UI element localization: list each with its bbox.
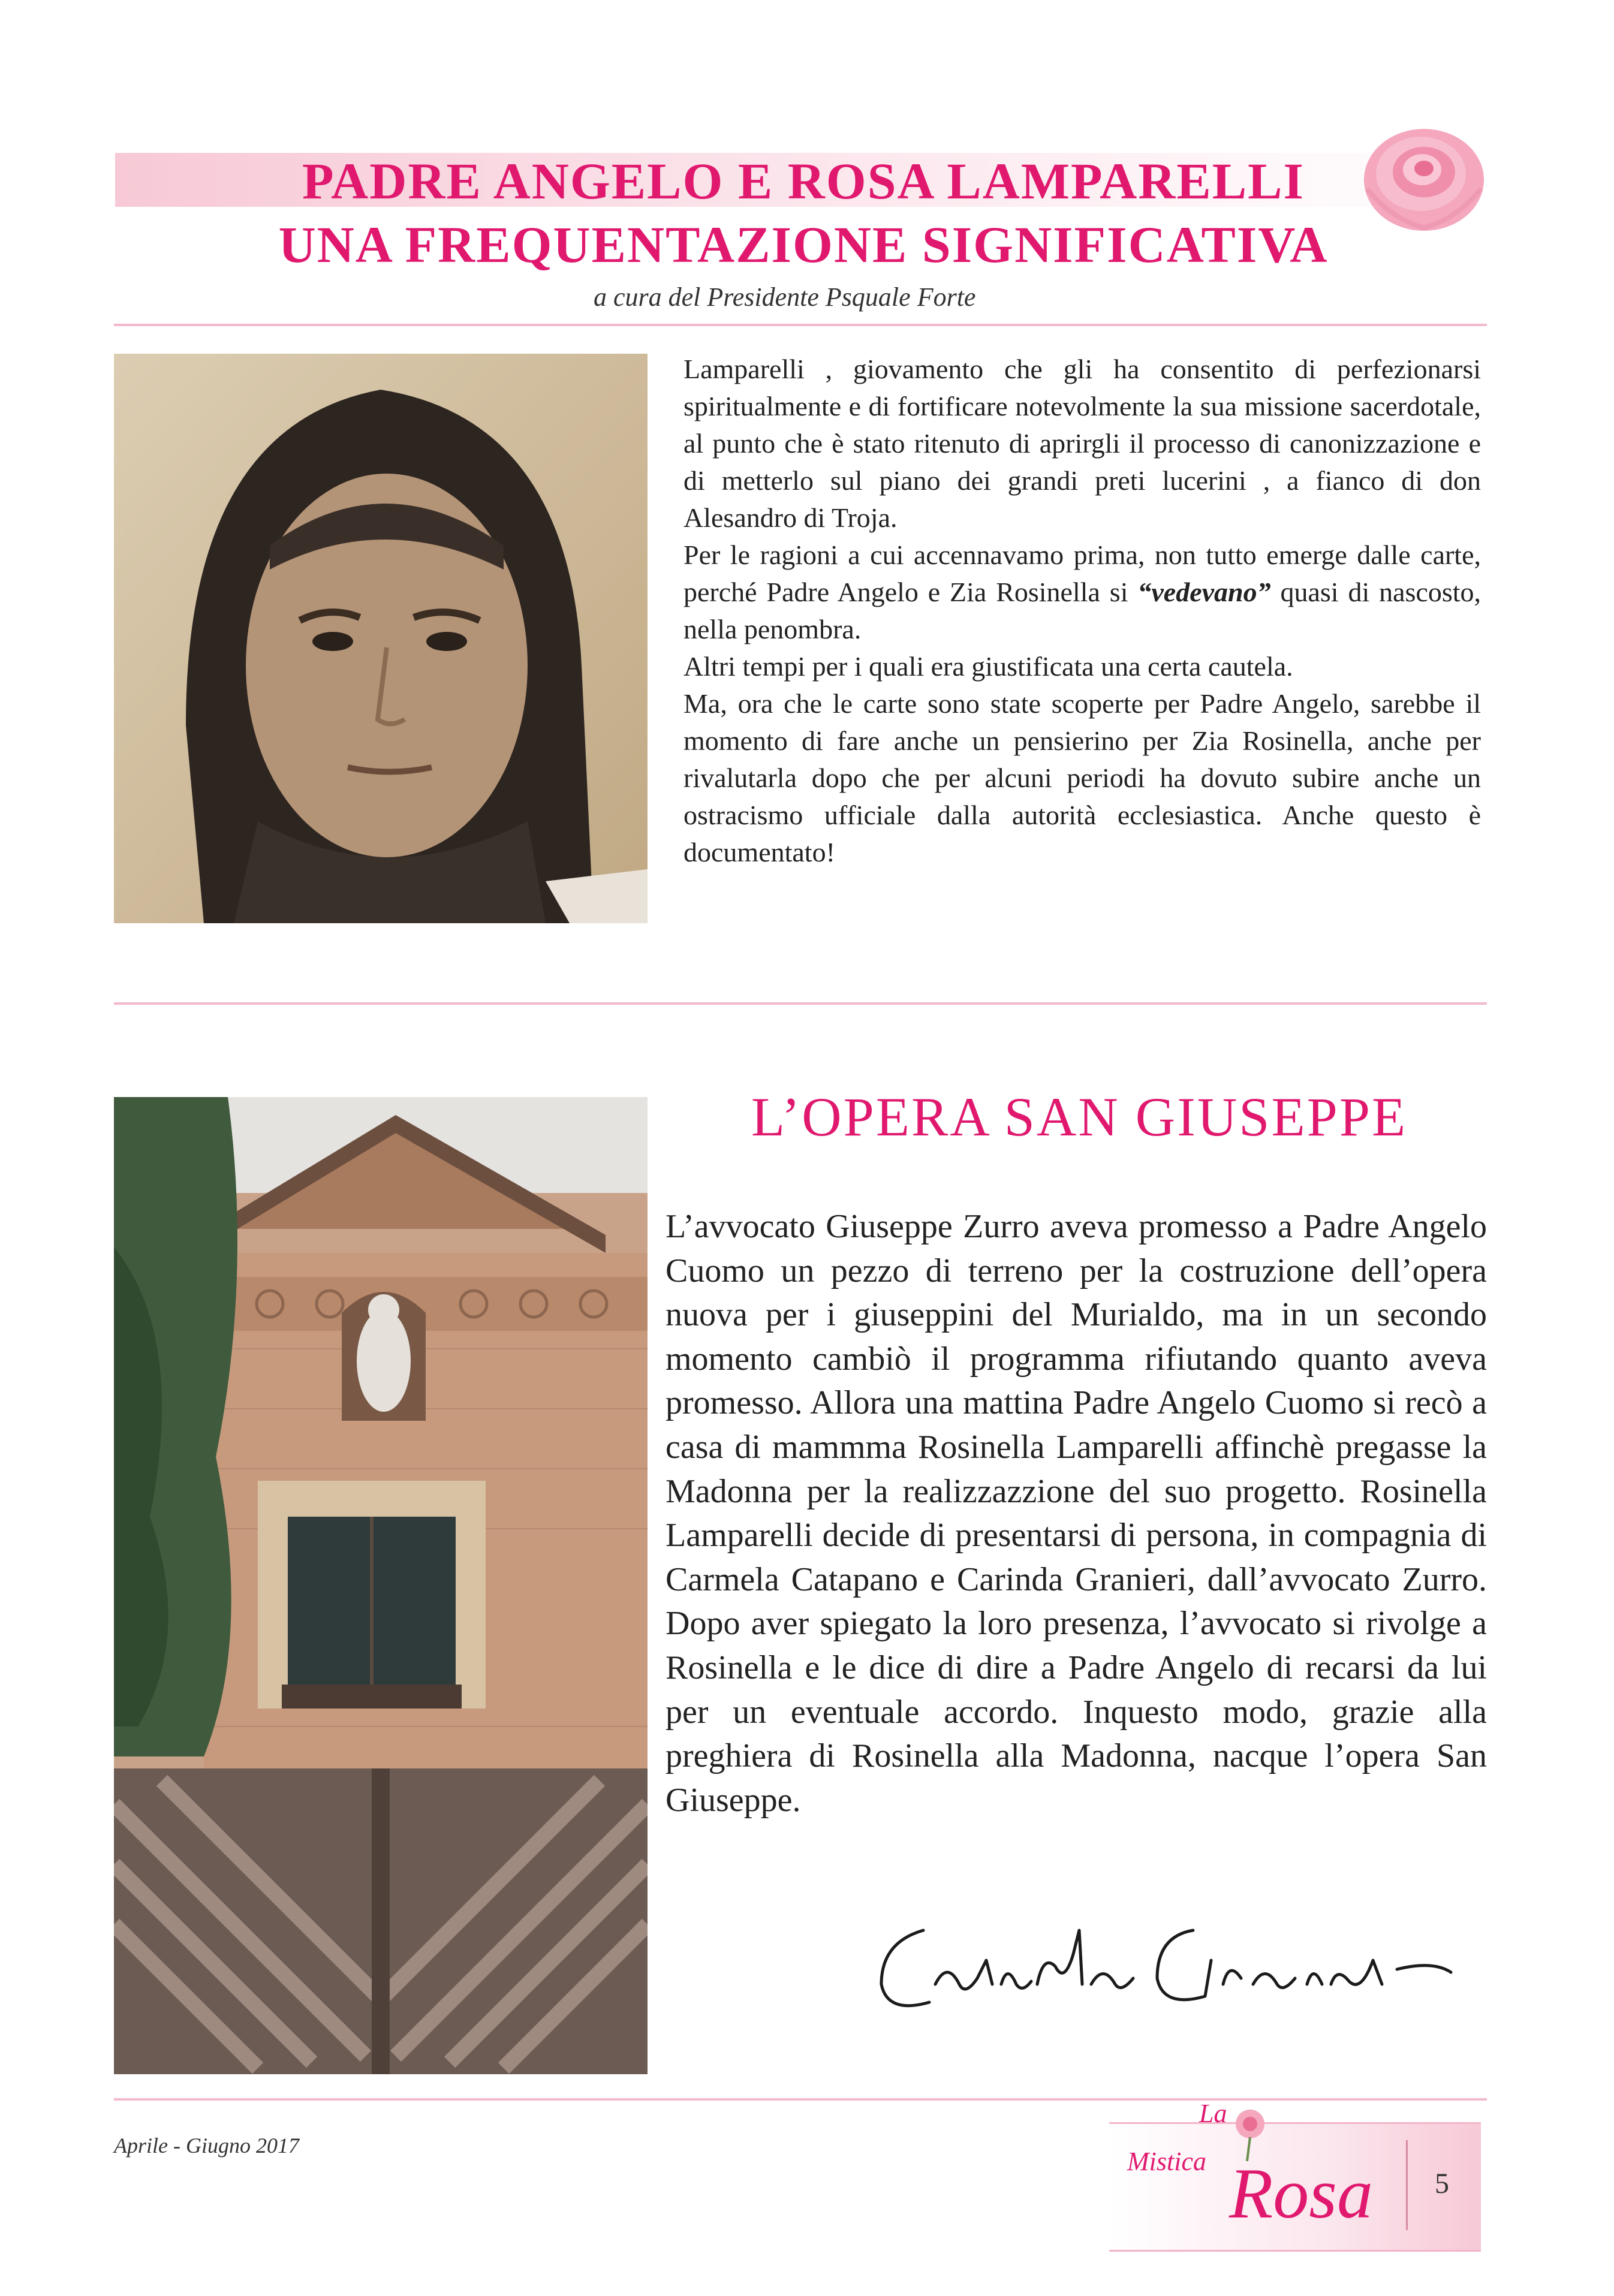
paragraph: Altri tempi per i quali era giustificata una certa cautela.	[683, 651, 1293, 682]
page-number: 5	[1435, 2168, 1449, 2199]
logo-rosa: Rosa	[1229, 2153, 1373, 2233]
paragraph-text: Per le ragioni a cui accennavamo prima, non tutto emerge dalle carte, perché Padre Angelo e Zia Rosinella si	[683, 540, 1481, 607]
byline: a cura del Presidente Psquale Forte	[594, 282, 976, 312]
section-title: L’OPERA SAN GIUSEPPE	[751, 1086, 1408, 1147]
paragraph: Lamparelli , giovamento che gli ha consentito di perfezionarsi spiritualmente e di fortificare notevolmente la sua missione sacerdotale, al punto che è stato ritenuto di aprirgli il processo di canonizzazione e di metterlo sul piano dei grandi preti lucerini , a fianco di don Alesandro di Troja.	[683, 354, 1481, 533]
portrait-photo	[114, 354, 648, 923]
article-title-line1: PADRE ANGELO E ROSA LAMPARELLI	[302, 152, 1305, 210]
article-title-line2: UNA FREQUENTAZIONE SIGNIFICATIVA	[278, 216, 1329, 273]
divider-bottom	[114, 2098, 1487, 2101]
section-text: L’avvocato Giuseppe Zurro aveva promesso a Padre Angelo Cuomo un pezzo di terreno per la costruzione dell’opera nuova per i giuseppini del Murialdo, ma in un secondo momento cambiò il programma rifiutando quanto aveva promesso. Allora una mattina Padre Angelo Cuomo si recò a casa di mammma Rosinella Lamparelli affinchè pregasse la Madonna per la realizzazzione del suo progetto. Rosinella Lamparelli decide di presentarsi di persona, in compagnia di Carmela Catapano e Carinda Granieri, dall’avvocato Zurro. Dopo aver spiegato la loro presenza, l’avvocato si rivolge a Rosinella e le dice di dire a Padre Angelo di recarsi da lui per un eventuale accordo. Inquesto modo, grazie alla preghiera di Rosinella alla Madonna, nacque l’opera San Giuseppe.	[666, 1208, 1487, 1819]
signature-image	[857, 1894, 1463, 2026]
emphasis-text: “vedevano”	[1137, 577, 1271, 607]
building-photo	[114, 1097, 648, 2074]
logo-mistica: Mistica	[1127, 2147, 1206, 2176]
article-top-text	[683, 351, 1481, 871]
page-number-divider	[1406, 2140, 1408, 2230]
paragraph: Ma, ora che le carte sono state scoperte per Padre Angelo, sarebbe il momento di fare anche un pensierino per Zia Rosinella, anche per rivalutarla dopo che per alcuni periodi ha dovuto subire anche un ostracismo ufficiale dalla autorità ecclesiastica. Anche questo è documentato!	[683, 688, 1481, 867]
divider-middle	[114, 1002, 1487, 1005]
paragraph-text: quasi di nascosto, nella penombra.	[683, 577, 1481, 644]
divider-top	[114, 324, 1487, 326]
paragraph	[683, 537, 1481, 648]
issue-date: Aprile - Giugno 2017	[114, 2134, 299, 2158]
logo-la: La	[1199, 2099, 1227, 2128]
